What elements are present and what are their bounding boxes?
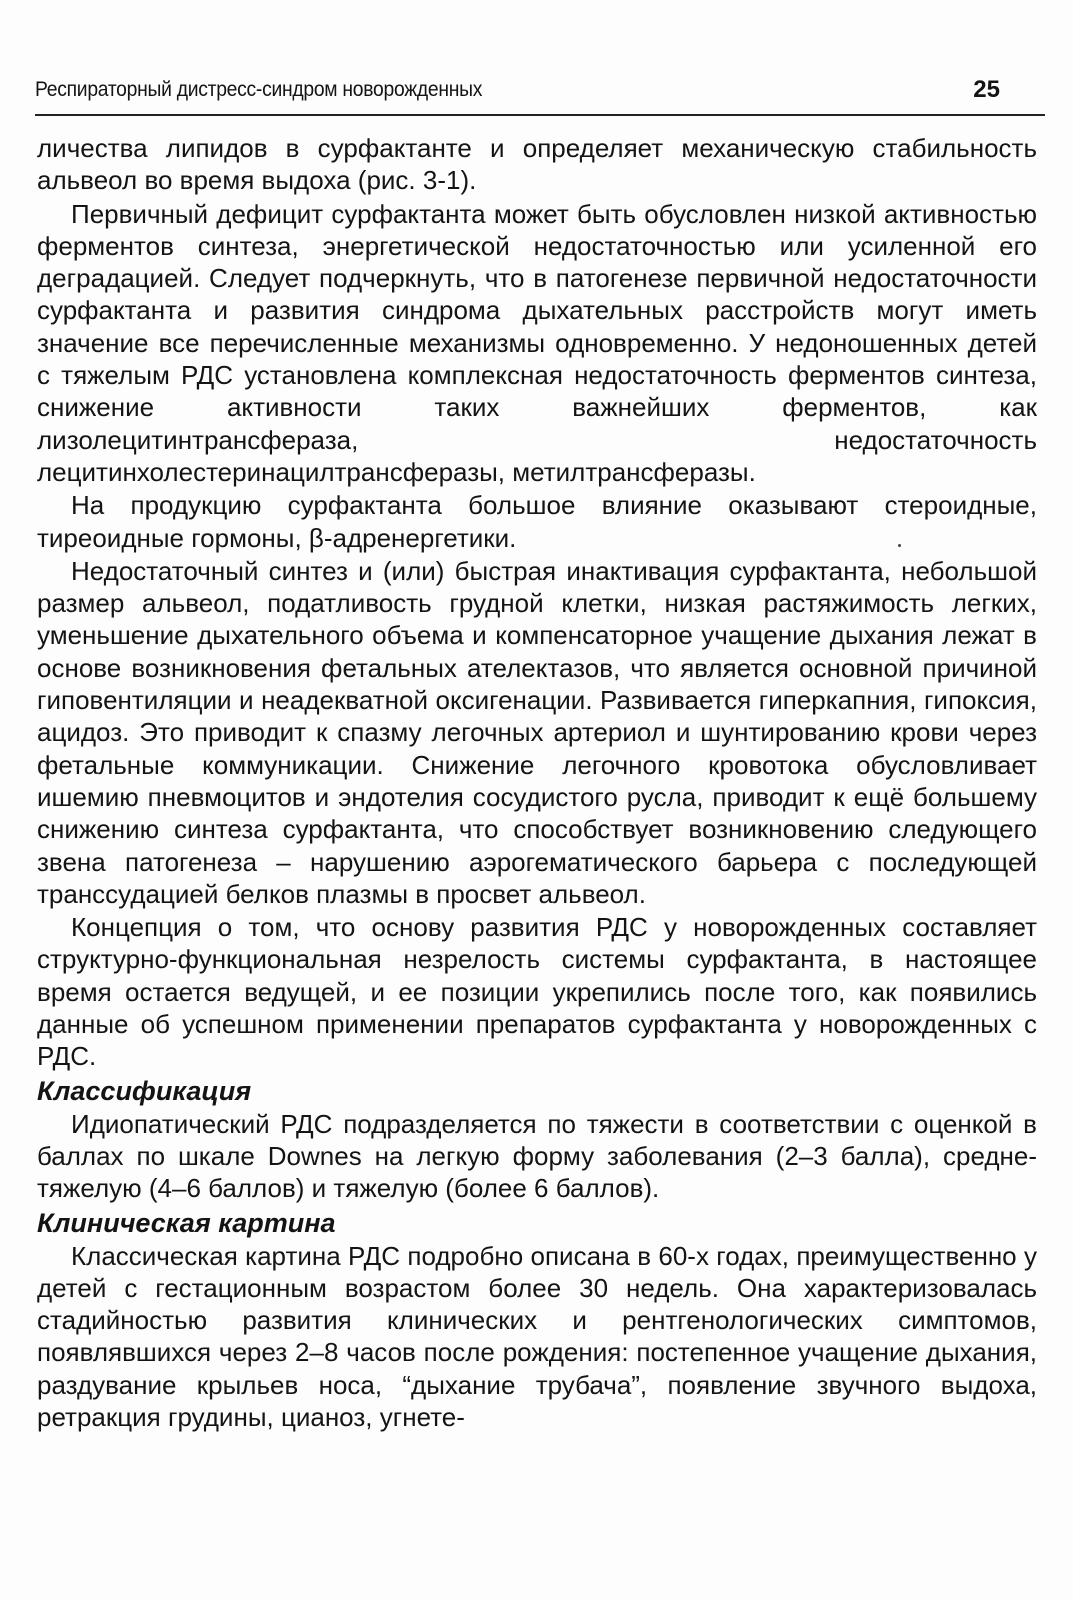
heading-classification: Классификация (37, 1075, 252, 1106)
print-speck (898, 544, 901, 547)
paragraph-hormones: На продукцию сурфактанта большое влияние оказывают стероидные, тиреоидные гормоны, β-адренергетики. (37, 490, 1037, 553)
paragraph-surfactant-deficiency: Первичный дефицит сурфактанта может быть обусловлен низкой активностью ферментов синтеза, энергетической недостаточностью или усиленной его деградацией. Следует подчеркнуть, что в патогенезе первичной недостаточности сурфактанта и развития синдрома дыхательных расстройств могут иметь значение все перечисленные механизмы одновременно. У недоношенных детей с тяжелым РДС установлена комплексная недостаточность ферментов синтеза, снижение активности таких важнейших ферментов, как лизолецитинтрансфераза, недостаточность лецитинхолестеринацилтрансферазы, метилтрансферазы. (37, 198, 1037, 487)
main-text (37, 132, 1037, 1434)
paragraph-clinical-picture: Классическая картина РДС подробно описана в 60-х годах, преимущественно у детей с гестационным возрастом более 30 недель. Она характеризовалась стадийностью развития клинических и рентгенологических симптомов, появлявшихся через 2–8 часов после рождения: постепенное учащение дыхания, раздувание крыльев носа, “дыхание трубача”, появление звучного выдоха, ретракция грудины, цианоз, угнете- (37, 1240, 1037, 1432)
paragraph-concept: Концепция о том, что основу развития РДС у новорожденных составляет структурно-функциональная незрелость системы сурфактанта, в настоящее время остается ведущей, и ее позиции укрепились после того, как появились данные об успешном применении препаратов сурфактанта у новорожденных с РДС. (37, 912, 1037, 1072)
heading-clinical-picture: Клиническая картина (37, 1207, 336, 1238)
running-title: Респираторный дистресс-синдром новорожденных (35, 78, 483, 101)
paragraph-classification: Идиопатический РДС подразделяется по тяжести в соответствии с оценкой в баллах по шкале Downes на легкую форму заболевания (2–3 балла), средне-тяжелую (4–6 баллов) и тяжелую (более 6 баллов). (37, 1108, 1037, 1204)
paragraph-pathogenesis: Недостаточный синтез и (или) быстрая инактивация сурфактанта, небольшой размер альвеол, податливость грудной клетки, низкая растяжимость легких, уменьшение дыхательного объема и компенсаторное учащение дыхания лежат в основе возникновения фетальных ателектазов, что является основной причиной гиповентиляции и неадекватной оксигенации. Развивается гиперкапния, гипоксия, ацидоз. Это приводит к спазму легочных артериол и шунтированию крови через фетальные коммуникации. Снижение легочного кровотока обусловливает ишемию пневмоцитов и эндотелия сосудистого русла, приводит к ещё большему снижению синтеза сурфактанта, что способствует возникновению следующего звена патогенеза – нарушению аэрогематического барьера с последующей транссудацией белков плазмы в просвет альвеол. (37, 555, 1037, 909)
page-number: 25 (973, 76, 1000, 103)
paragraph-continued: личества липидов в сурфактанте и определяет механическую стабильность альвеол во время выдоха (рис. 3-1). (37, 133, 1037, 196)
page-header (35, 70, 1045, 116)
